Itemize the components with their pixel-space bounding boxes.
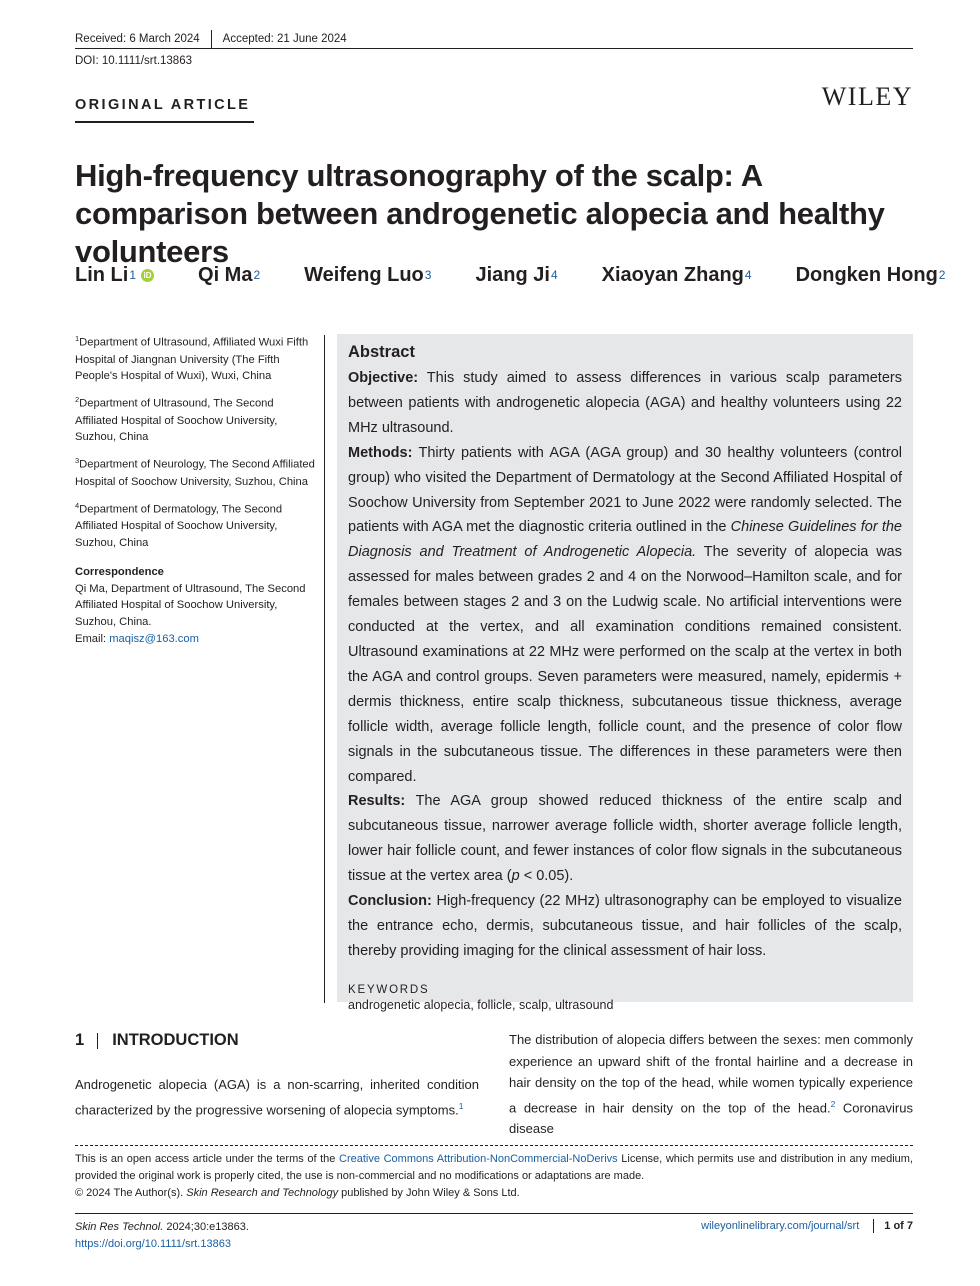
author-name: Jiang Ji — [475, 264, 550, 286]
author[interactable] — [796, 264, 946, 287]
copyright-text: © 2024 The Author(s). — [75, 1186, 187, 1199]
affiliation-number: 2 — [75, 395, 80, 405]
author-name: Qi Ma — [198, 264, 253, 286]
citation-link[interactable]: 2 — [830, 1098, 836, 1109]
citation-info: 2024;30:e13863. — [163, 1221, 249, 1233]
divider — [211, 30, 212, 48]
email-label: Email: — [75, 632, 107, 645]
author-name: Lin Li — [75, 264, 129, 286]
conclusion-text: High-frequency (22 MHz) ultrasonography can be employed to visualize the entrance echo, dermis, subcutaneous tissue, and hair follicles of the scalp, thereby providing imaging for the clinical assessment of hair loss. — [348, 893, 902, 959]
divider — [873, 1219, 874, 1233]
results-label: Results: — [348, 793, 406, 810]
author[interactable] — [602, 264, 752, 287]
section-number: 1 — [75, 1031, 85, 1049]
divider — [97, 1033, 98, 1049]
keywords-label: KEYWORDS — [348, 983, 430, 996]
affiliation-number: 3 — [75, 456, 80, 466]
page-number: 1 of 7 — [884, 1220, 913, 1232]
affiliation-number: 1 — [75, 334, 80, 343]
doi-link[interactable]: https://doi.org/10.1111/srt.13863 — [75, 1238, 231, 1250]
email-link[interactable]: maqisz@163.com — [109, 632, 199, 645]
affiliation — [75, 453, 315, 490]
affiliations-column — [75, 331, 315, 648]
author[interactable] — [304, 264, 431, 287]
copyright-publisher: published by John Wiley & Sons Ltd. — [338, 1186, 520, 1199]
abstract-results — [348, 789, 902, 889]
p-value-symbol: p — [511, 868, 520, 885]
article-dates — [75, 30, 347, 48]
author-name: Weifeng Luo — [304, 264, 424, 286]
footer-citation — [75, 1219, 249, 1253]
article-type-underline — [75, 121, 254, 123]
affiliation-ref: 4 — [744, 268, 752, 282]
methods-text: Thirty patients with AGA (AGA group) and 30 healthy volunteers (control group) who visited the Department of Dermatology at the Second Affiliated Hospital of Soochow University from September 2021 to June 2022 were randomly selected. The patients with AGA met the diagnostic criteria outlined in the — [348, 444, 902, 536]
conclusion-label: Conclusion: — [348, 893, 432, 910]
citation-link[interactable]: 1 — [458, 1100, 464, 1111]
license-divider — [75, 1145, 913, 1146]
abstract-objective — [348, 366, 902, 441]
intro-text: Androgenetic alopecia (AGA) is a non-scarring, inherited condition characterized by the progressive worsening of alopecia symptoms. — [75, 1077, 479, 1117]
section-title: INTRODUCTION — [112, 1031, 239, 1049]
license-text: This is an open access article under the terms of the — [75, 1153, 340, 1165]
received-date: Received: 6 March 2024 — [75, 33, 200, 45]
section-heading — [75, 1031, 239, 1050]
author-name: Xiaoyan Zhang — [601, 264, 744, 286]
affiliation-text: Department of Ultrasound, Affiliated Wuxi Fifth Hospital of Jiangnan University (The Fifth People's Hospital of Wuxi), Wuxi, China — [75, 336, 309, 383]
affiliation — [75, 498, 315, 552]
affiliation-ref: 4 — [550, 268, 558, 282]
column-divider — [324, 335, 325, 1003]
abstract-box — [337, 334, 913, 1012]
affiliation — [75, 392, 315, 446]
affiliation-ref: 1 — [129, 268, 137, 282]
journal-site-link[interactable]: wileyonlinelibrary.com/journal/srt — [701, 1220, 860, 1232]
article-doi: DOI: 10.1111/srt.13863 — [75, 55, 192, 67]
journal-name: Skin Research and Technology — [186, 1186, 339, 1199]
footer-right — [701, 1219, 913, 1233]
author-name: Dongken Hong — [795, 264, 938, 286]
intro-paragraph-right — [509, 1029, 913, 1140]
header-rule — [75, 48, 913, 49]
accepted-date: Accepted: 21 June 2024 — [222, 33, 347, 45]
abstract-heading: Abstract — [348, 343, 415, 361]
author[interactable] — [475, 264, 557, 287]
results-text-end: < 0.05). — [519, 868, 574, 885]
guideline-title: Chinese Guidelines for the Diagnosis and Treatment of Androgenetic Alopecia. — [348, 519, 902, 561]
affiliation-ref: 3 — [424, 268, 432, 282]
author-list — [75, 264, 946, 287]
abstract-conclusion — [348, 889, 902, 964]
affiliation-text: Department of Neurology, The Second Affiliated Hospital of Soochow University, Suzhou, China — [75, 458, 315, 488]
affiliation-text: Department of Dermatology, The Second Affiliated Hospital of Soochow University, Suzhou, China — [75, 503, 283, 549]
affiliation-number: 4 — [75, 500, 80, 510]
author[interactable] — [198, 264, 260, 287]
citation-line — [75, 1219, 249, 1236]
publisher-logo: WILEY — [821, 82, 913, 111]
correspondence-heading: Correspondence — [75, 565, 164, 578]
affiliation-text: Department of Ultrasound, The Second Affiliated Hospital of Soochow University, Suzhou, China — [75, 397, 278, 444]
license-link[interactable]: Creative Commons Attribution-NonCommercial-NoDerivs — [339, 1153, 618, 1165]
correspondence-text: Qi Ma, Department of Ultrasound, The Second Affiliated Hospital of Soochow University, Suzhou, China. — [75, 582, 306, 629]
methods-text-continued: The severity of alopecia was assessed for males between grades 2 and 4 on the Norwood–Hamilton scale, and for females between stages 2 and 3 on the Ludwig scale. No artificial interventions were conducted at the vertex, and all examination conditions remained consistent. Ultrasound examinations at 22 MHz were performed on the scalp at the vertex in both the AGA and control groups. Seven parameters were measured, namely, epidermis + dermis thickness, entire scalp thickness, subcutaneous tissue thickness, average follicle width, average follicle length, follicle count, and the presence of color flow signals in the subcutaneous tissue. The differences in these parameters were then compared. — [348, 544, 902, 785]
methods-label: Methods: — [348, 444, 413, 461]
footer-rule — [75, 1213, 913, 1214]
abstract-methods — [348, 441, 902, 790]
objective-text: This study aimed to assess differences in various scalp parameters between patients with androgenetic alopecia (AGA) and healthy volunteers using 22 MHz ultrasound. — [348, 370, 902, 436]
affiliation-ref: 2 — [938, 268, 946, 282]
affiliation-ref: 2 — [253, 268, 261, 282]
license-text-continued: License, which permits use and distribution in any medium, provided the original work is properly cited, the use is non-commercial and no modifications or adaptations are made. — [75, 1153, 913, 1182]
article-title: High-frequency ultrasonography of the scalp: A comparison between androgenetic alopecia and healthy volunteers — [75, 158, 885, 269]
intro-text: The distribution of alopecia differs between the sexes: men commonly experience an upward shift of the frontal hairline and a decrease in hair density on the top of the head, while women typically experience a decrease in hair density on the top of the head. — [509, 1032, 913, 1115]
license-notice — [75, 1151, 913, 1201]
results-text: The AGA group showed reduced thickness of the entire scalp and subcutaneous tissue, narrower average follicle width, shorter average follicle length, lower hair follicle count, and fewer instances of color flow signals in the subcutaneous tissue at the vertex area ( — [348, 793, 902, 885]
orcid-icon[interactable]: iD — [141, 269, 154, 282]
article-type: ORIGINAL ARTICLE — [75, 97, 251, 113]
intro-text-continued: Coronavirus disease — [509, 1099, 913, 1137]
keywords: androgenetic alopecia, follicle, scalp, ultrasound — [348, 997, 614, 1012]
intro-paragraph-left — [75, 1074, 479, 1120]
journal-abbrev: Skin Res Technol. — [75, 1221, 164, 1233]
correspondence-email — [75, 631, 315, 648]
author[interactable] — [75, 264, 154, 287]
objective-label: Objective: — [348, 370, 419, 386]
affiliation — [75, 331, 315, 385]
